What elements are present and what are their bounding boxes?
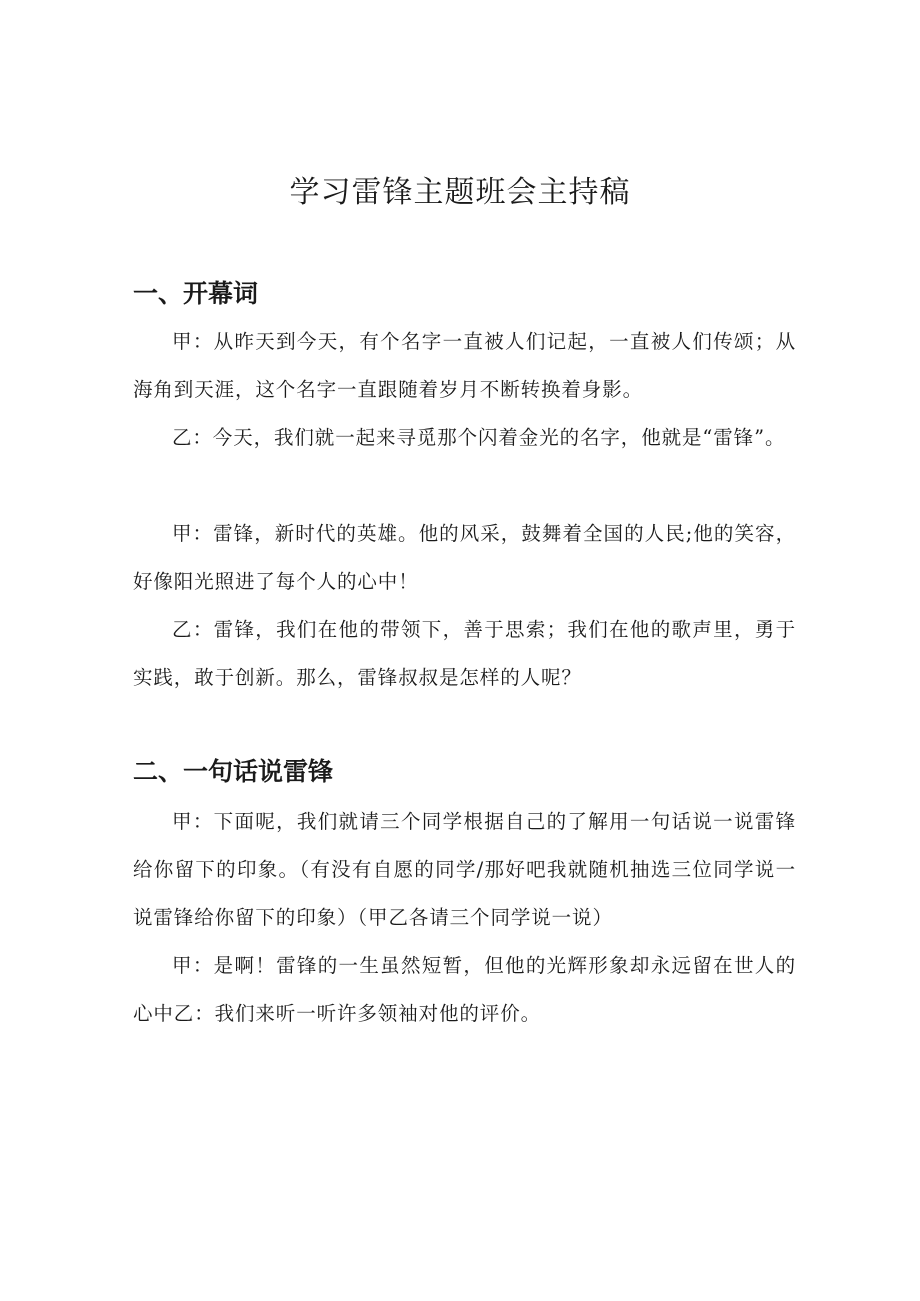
document-title: 学习雷锋主题班会主持稿: [289, 175, 631, 210]
paragraph: 乙：雷锋，我们在他的带领下，善于思索；我们在他的歌声里，勇于实践，敢于创新。那么，雷锋叔叔是怎样的人呢？: [133, 618, 796, 689]
paragraph: 甲：雷锋，新时代的英雄。他的风采，鼓舞着全国的人民;他的笑容，好像阳光照进了每个人的心中！: [133, 522, 796, 593]
paragraph: 乙：今天，我们就一起来寻觅那个闪着金光的名字，他就是“雷锋”。: [172, 426, 786, 449]
paragraph: 甲：是啊！雷锋的一生虽然短暂，但他的光辉形象却永远留在世人的心中乙：我们来听一听许多领袖对他的评价。: [133, 954, 796, 1025]
section-heading-opening: 一、开幕词: [133, 279, 259, 308]
paragraph: 甲：从昨天到今天，有个名字一直被人们记起，一直被人们传颂；从海角到天涯，这个名字一直跟随着岁月不断转换着身影。: [133, 330, 796, 401]
section-heading-one-sentence: 二、一句话说雷锋: [133, 757, 334, 786]
paragraph: 甲：下面呢，我们就请三个同学根据自己的了解用一句话说一说雷锋给你留下的印象。（有没有自愿的同学/那好吧我就随机抽选三位同学说一说雷锋给你留下的印象）（甲乙各请三个同学说一说）: [133, 810, 796, 929]
